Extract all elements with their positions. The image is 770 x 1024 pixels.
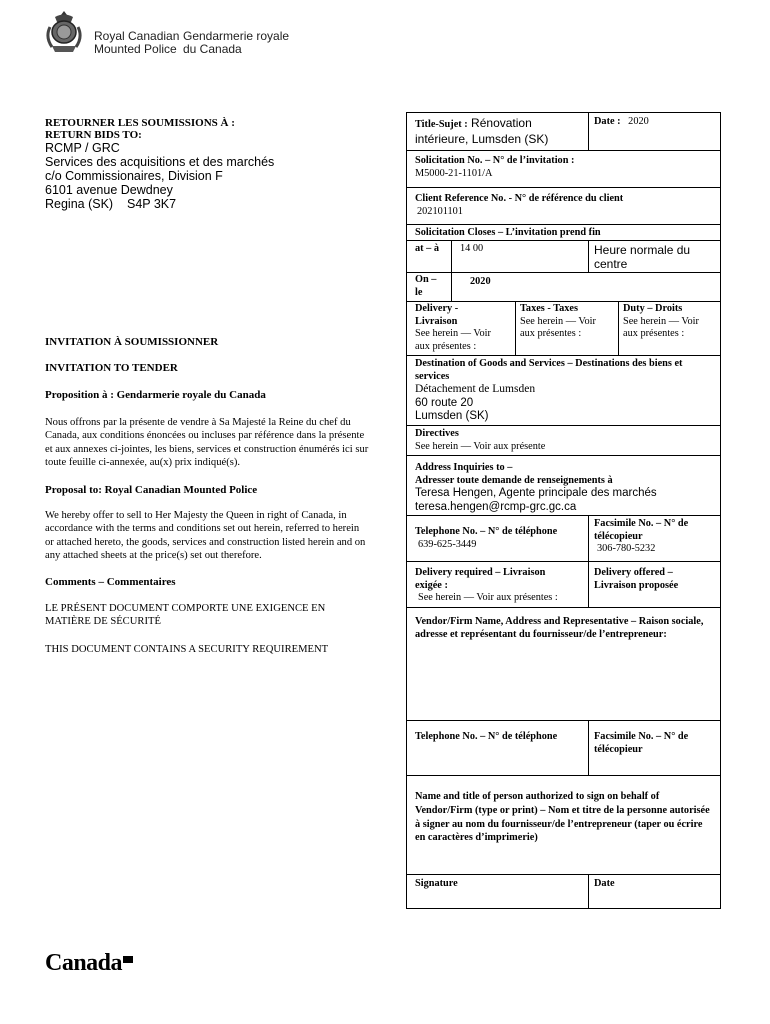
address-line: RCMP / GRC <box>45 141 120 155</box>
vendor-fax-label <box>594 731 718 756</box>
proposition-heading: Proposition à : Gendarmerie royale du Canada <box>45 389 266 401</box>
destination-line: Détachement de Lumsden <box>415 383 536 395</box>
taxes-label: Taxes - Taxes <box>520 303 578 314</box>
comments-heading: Comments – Commentaires <box>45 576 176 588</box>
rcmp-crest-logo <box>44 9 84 55</box>
signature-date-label: Date <box>594 878 615 889</box>
on-value: 2020 <box>470 276 491 287</box>
time-zone <box>594 243 690 271</box>
at-label: at – à <box>415 243 440 254</box>
delivery-required-label-cont: exigée : <box>415 579 448 591</box>
inquiries-label-cont: Adresser toute demande de renseignements à <box>415 474 613 486</box>
org-name-french <box>183 30 289 56</box>
on-label-line1: On – <box>415 274 437 285</box>
inquiries-field <box>415 462 717 514</box>
invitation-en: INVITATION TO TENDER <box>45 362 178 374</box>
fax-field <box>594 518 718 556</box>
inquiries-email[interactable]: teresa.hengen@rcmp-grc.gc.ca <box>415 500 577 513</box>
delivery-label: Delivery - <box>415 303 459 314</box>
delivery-value: See herein — Voir <box>415 328 491 339</box>
destination-line: Lumsden (SK) <box>415 410 489 422</box>
org-fr-line1: Gendarmerie royale <box>183 29 290 43</box>
org-name-english <box>94 30 179 56</box>
duty-field <box>623 303 719 341</box>
duty-value-cont: aux présentes : <box>623 328 685 339</box>
time-zone-line2: centre <box>594 257 628 271</box>
canada-wordmark <box>45 950 133 977</box>
canada-wordmark-text: Canada <box>45 950 123 976</box>
destination-field <box>415 358 717 424</box>
closes-label: Solicitation Closes – L’invitation prend fin <box>415 227 601 238</box>
title-label: Title-Sujet : <box>415 119 468 130</box>
vendor-fax-label-line2: télécopieur <box>594 743 643 755</box>
return-en: RETURN BIDS TO: <box>45 129 142 141</box>
delivery-required-value: See herein — Voir aux présentes : <box>418 592 558 603</box>
date-value: 2020 <box>628 116 649 127</box>
telephone-value: 639-625-3449 <box>418 538 477 550</box>
title-field <box>415 116 585 147</box>
delivery-offered-label-cont: Livraison proposée <box>594 579 679 591</box>
delivery-required-label: Delivery required – Livraison <box>415 567 546 578</box>
return-fr: RETOURNER LES SOUMISSIONS À : <box>45 117 235 129</box>
proposal-body: We hereby offer to sell to Her Majesty the Queen in right of Canada, in accordance with the terms and conditions set out herein, referred to herein or attached hereto, the goods, services and construction listed herein and on any attached sheets at the price(s) set out therefore. <box>45 510 366 562</box>
signature-label: Signature <box>415 878 458 889</box>
telephone-field <box>415 526 585 551</box>
destination-line: 60 route 20 <box>415 396 474 409</box>
proposition-body: Nous offrons par la présente de vendre à Sa Majesté la Reine du chef du Canada, aux conditions énoncées ou incluses par référence dans la présente et aux annexes ci-jointes, les biens, services et construction énumérés ici sur toute feuille ci-annexée, au(x) prix indiqué(s). <box>45 417 369 469</box>
taxes-field <box>520 303 616 341</box>
on-label <box>415 274 436 299</box>
title-value-cont: intérieure, Lumsden (SK) <box>415 131 549 146</box>
at-value: 14 00 <box>460 243 484 254</box>
invitation-fr: INVITATION À SOUMISSIONNER <box>45 336 219 348</box>
taxes-value-cont: aux présentes : <box>520 328 582 339</box>
telephone-label: Telephone No. – N° de téléphone <box>415 526 558 537</box>
vendor-telephone-label: Telephone No. – N° de téléphone <box>415 731 558 742</box>
solicitation-value: M5000-21-1101/A <box>415 167 493 179</box>
client-ref-value: 202101101 <box>417 205 463 217</box>
title-value: Rénovation <box>467 116 532 130</box>
authorized-person-label: Name and title of person authorized to sign on behalf of Vendor/Firm (type or print) – Nom et titre de la personne autorisée à signer au nom du fournisseur/de l’entrepreneur (taper ou écrire en caractères d’imprimerie) <box>415 791 710 844</box>
fax-label: Facsimile No. – N° de <box>594 518 689 529</box>
fax-label-cont: télécopieur <box>594 530 643 542</box>
fax-value: 306-780-5232 <box>597 543 656 554</box>
canada-flag-icon <box>123 956 133 963</box>
directives-field <box>415 428 545 453</box>
delivery-label-cont: Livraison <box>415 315 458 327</box>
address-line: c/o Commissionaires, Division F <box>45 169 223 183</box>
taxes-value: See herein — Voir <box>520 315 596 327</box>
delivery-value-cont: aux présentes : <box>415 340 477 352</box>
address-line: Services des acquisitions et des marchés <box>45 155 275 169</box>
destination-label: Destination of Goods and Services – Destinations des biens et services <box>415 358 683 382</box>
directives-value: See herein — Voir aux présente <box>415 440 546 452</box>
address-line: 6101 avenue Dewdney <box>45 183 173 197</box>
delivery-field <box>415 303 513 353</box>
inquiries-name: Teresa Hengen, Agente principale des marchés <box>415 487 657 499</box>
client-ref-label: Client Reference No. - N° de référence du client <box>415 193 624 204</box>
return-address <box>45 141 370 211</box>
delivery-offered-label: Delivery offered – <box>594 567 673 578</box>
return-bids-heading <box>45 117 370 141</box>
delivery-required-field <box>415 567 587 605</box>
security-fr: LE PRÉSENT DOCUMENT COMPORTE UNE EXIGENCE EN MATIÈRE DE SÉCURITÉ <box>45 603 326 628</box>
org-fr-line2: du Canada <box>183 42 242 56</box>
proposal-heading: Proposal to: Royal Canadian Mounted Police <box>45 484 258 496</box>
solicitation-label: Solicitation No. – N° de l’invitation : <box>415 155 575 166</box>
date-label: Date : <box>594 116 621 127</box>
client-ref-field <box>415 193 623 218</box>
security-en: THIS DOCUMENT CONTAINS A SECURITY REQUIREMENT <box>45 644 329 655</box>
time-zone-line1: Heure normale du <box>594 243 691 257</box>
delivery-offered-field <box>594 567 718 592</box>
on-label-line2: le <box>415 286 423 298</box>
directives-label: Directives <box>415 428 459 439</box>
vendor-label: Vendor/Firm Name, Address and Representative – Raison sociale, adresse et représentant du fournisseur/de l’entrepreneur: <box>415 616 704 640</box>
vendor-fax-label-line1: Facsimile No. – N° de <box>594 731 689 742</box>
duty-label: Duty – Droits <box>623 303 683 314</box>
inquiries-label: Address Inquiries to – <box>415 462 513 473</box>
duty-value: See herein — Voir <box>623 315 699 327</box>
solicitation-field <box>415 155 574 180</box>
date-field <box>594 116 649 129</box>
org-en-line2: Mounted Police <box>94 42 177 56</box>
address-line: Regina (SK) S4P 3K7 <box>45 197 177 211</box>
org-en-line1: Royal Canadian <box>94 29 180 43</box>
